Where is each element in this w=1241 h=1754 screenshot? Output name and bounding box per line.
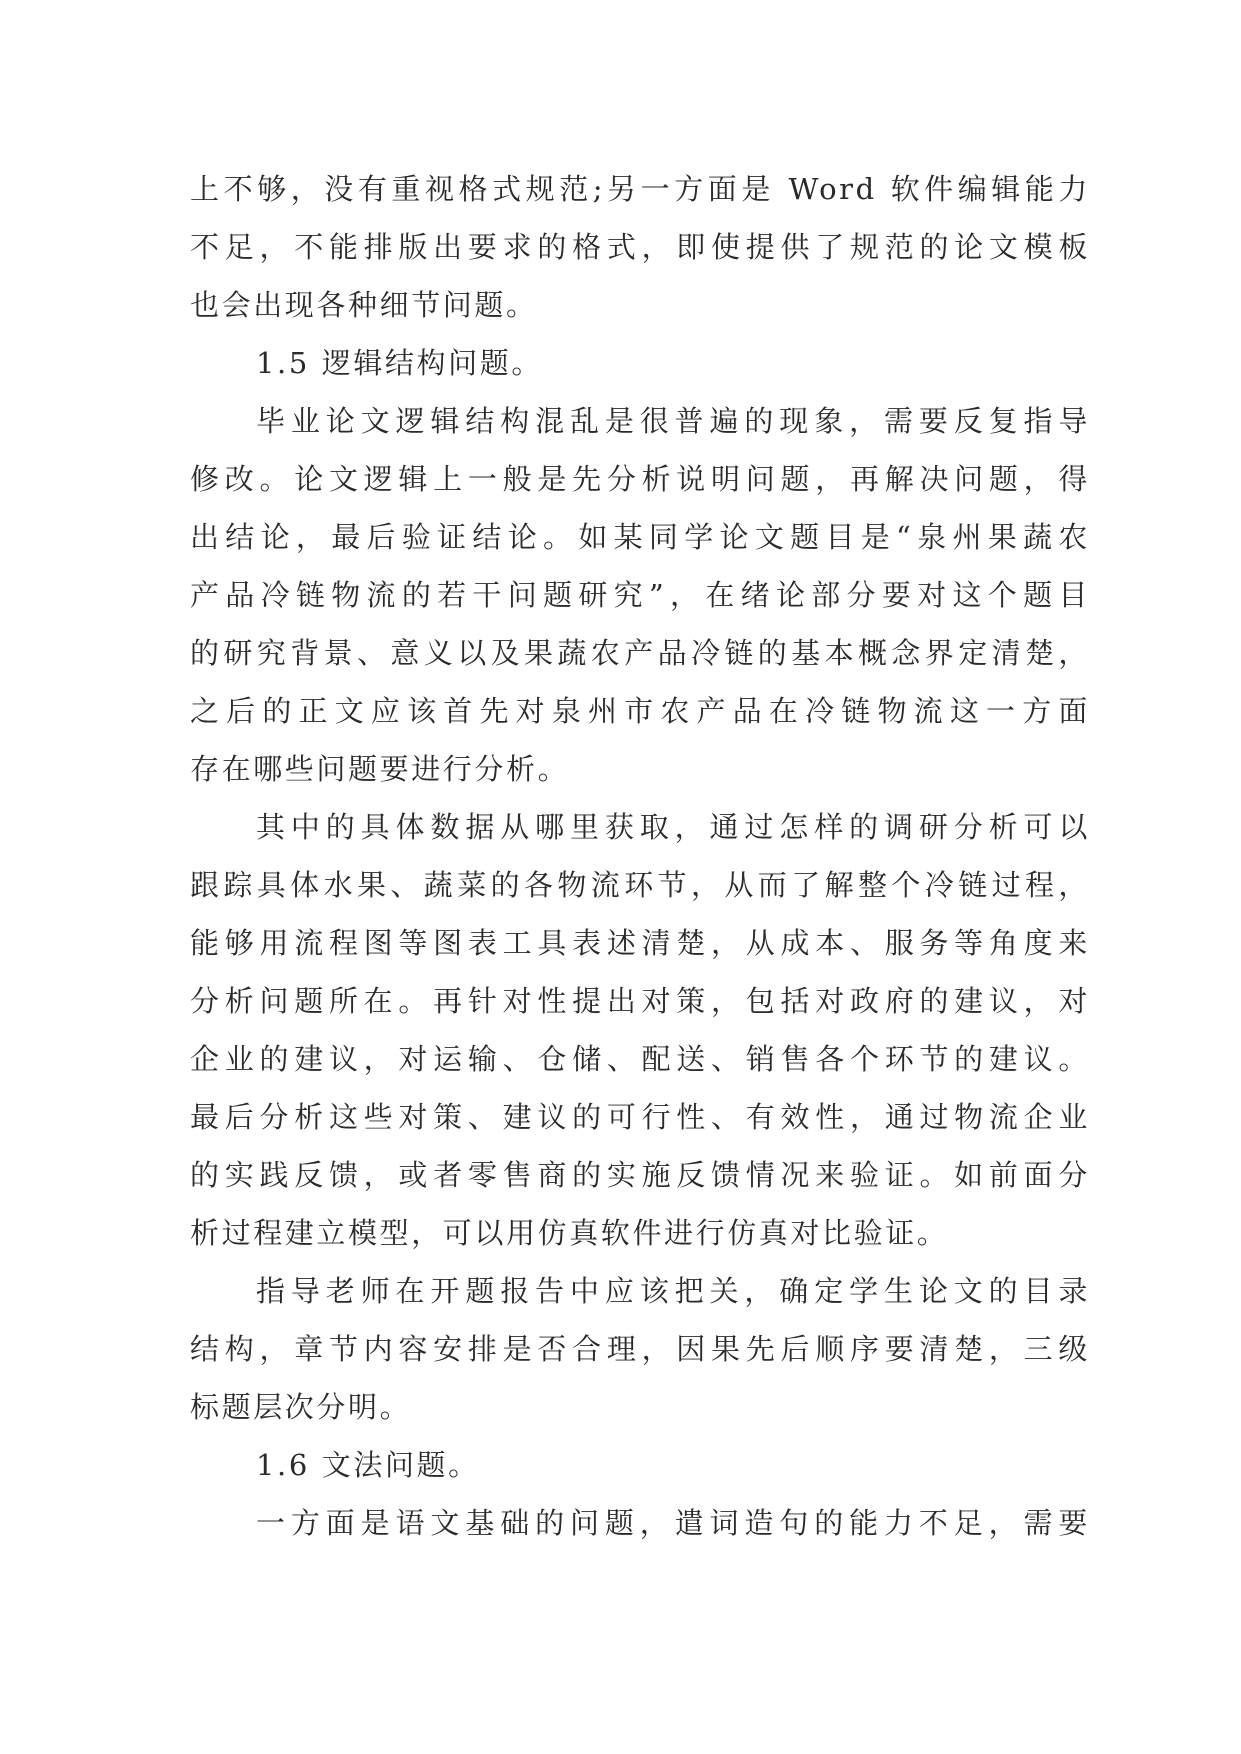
text-line: 标题层次分明。 — [190, 1390, 412, 1424]
text-line: 的实践反馈，或者零售商的实施反馈情况来验证。如前面分 — [190, 1158, 1090, 1192]
text-line: 也会出现各种细节问题。 — [190, 288, 538, 322]
text-line: 修改。论文逻辑上一般是先分析说明问题，再解决问题，得 — [190, 462, 1090, 496]
section-heading-1-6: 1.6 文法问题。 — [256, 1448, 480, 1482]
text-line: 出结论，最后验证结论。如某同学论文题目是“泉州果蔬农 — [190, 520, 1090, 554]
text-line: 结构，章节内容安排是否合理，因果先后顺序要清楚，三级 — [190, 1332, 1090, 1366]
text-line: 指导老师在开题报告中应该把关，确定学生论文的目录 — [256, 1274, 1090, 1308]
text-line: 析过程建立模型，可以用仿真软件进行仿真对比验证。 — [190, 1216, 949, 1250]
text-line: 分析问题所在。再针对性提出对策，包括对政府的建议，对 — [190, 984, 1090, 1018]
text-line: 最后分析这些对策、建议的可行性、有效性，通过物流企业 — [190, 1100, 1090, 1134]
text-line: 一方面是语文基础的问题，遣词造句的能力不足，需要 — [256, 1506, 1090, 1540]
text-line: 不足，不能排版出要求的格式，即使提供了规范的论文模板 — [190, 230, 1090, 264]
text-line: 能够用流程图等图表工具表述清楚，从成本、服务等角度来 — [190, 926, 1090, 960]
text-line: 毕业论文逻辑结构混乱是很普遍的现象，需要反复指导 — [256, 404, 1090, 438]
text-line: 存在哪些问题要进行分析。 — [190, 752, 570, 786]
text-line: 的研究背景、意义以及果蔬农产品冷链的基本概念界定清楚， — [190, 636, 1090, 670]
text-line: 跟踪具体水果、蔬菜的各物流环节，从而了解整个冷链过程， — [190, 868, 1090, 902]
text-line: 之后的正文应该首先对泉州市农产品在冷链物流这一方面 — [190, 694, 1090, 728]
text-line: 上不够，没有重视格式规范;另一方面是 Word 软件编辑能力 — [190, 172, 1090, 206]
text-line: 其中的具体数据从哪里获取，通过怎样的调研分析可以 — [256, 810, 1090, 844]
section-heading-1-5: 1.5 逻辑结构问题。 — [256, 346, 543, 380]
body-text — [190, 160, 1090, 1552]
text-line: 企业的建议，对运输、仓储、配送、销售各个环节的建议。 — [190, 1042, 1090, 1076]
text-line: 产品冷链物流的若干问题研究”，在绪论部分要对这个题目 — [190, 578, 1090, 612]
